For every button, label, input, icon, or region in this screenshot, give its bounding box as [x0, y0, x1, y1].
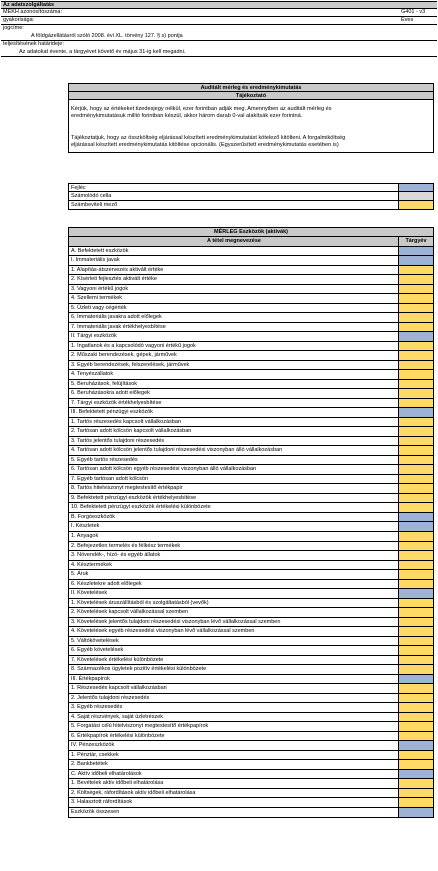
table-row: [69, 370, 433, 380]
value-header-cell: [398, 256, 433, 265]
mekh-value: G401 - v3: [401, 9, 426, 15]
table-row: [69, 294, 433, 304]
row-label: 5. Forgatási célú hitelviszonyt megtestesítő értékpapírok: [71, 723, 209, 730]
legend-label: Fejléc: [71, 185, 86, 191]
value-input-cell[interactable]: [398, 361, 433, 370]
table-row: [69, 465, 433, 475]
table-row: [69, 513, 433, 523]
table-row: [69, 561, 433, 571]
legend-swatch-gray: [398, 192, 433, 200]
row-label: 3. Egyéb részesedés: [71, 704, 123, 711]
frequency-label: gyakorisága:: [3, 17, 35, 23]
table-row: [69, 703, 433, 713]
row-label: 2. Követelések kapcsolt vállalkozással szemben: [71, 609, 189, 616]
value-header-cell: [398, 513, 433, 522]
info-paragraph-2: [69, 135, 433, 150]
info-p1-line1: Kérjük, hogy az értékeket tizedesjegy nélkül, ezer forintban adják meg. Amennyiben az auditált mérleg és: [71, 106, 332, 112]
row-label: I. Készletek: [71, 523, 100, 530]
table-row: [69, 580, 433, 590]
value-input-cell[interactable]: [398, 380, 433, 389]
table-row: [69, 589, 433, 599]
row-label: 2. Költségek, ráfordítások aktív időbeli elhatárolása: [71, 789, 196, 796]
info-subtitle: Tájékoztató: [69, 92, 433, 100]
value-input-cell[interactable]: [398, 798, 433, 807]
row-label: Eszközök összesen: [71, 808, 120, 815]
value-input-cell[interactable]: [398, 703, 433, 712]
value-input-cell[interactable]: [398, 446, 433, 455]
row-label: 1. Részesedés kapcsolt vállalkozásban: [71, 685, 167, 692]
row-label: 4. Szellemi termékek: [71, 295, 123, 302]
value-input-cell[interactable]: [398, 713, 433, 722]
legal-basis-label: jogcíme:: [3, 25, 24, 31]
value-header-cell: [398, 675, 433, 684]
value-input-cell[interactable]: [398, 304, 433, 313]
row-label: 3. Növendék-, hízó- és egyéb állatok: [71, 552, 161, 559]
table-row: [69, 542, 433, 552]
table-header-row: [69, 237, 433, 247]
value-input-cell[interactable]: [398, 437, 433, 446]
table-row: [69, 551, 433, 561]
value-header-cell: [398, 332, 433, 341]
deadline-label-row: [1, 41, 437, 49]
value-input-cell[interactable]: [398, 760, 433, 769]
value-input-cell[interactable]: [398, 580, 433, 589]
table-row: [69, 332, 433, 342]
row-label: 1. Bevételek aktív időbeli elhatárolása: [71, 780, 164, 787]
value-input-cell[interactable]: [398, 475, 433, 484]
value-header-cell: [398, 247, 433, 256]
info-p1-line2: eredménykimutatásuk millió forintban készül, akkor három darab 0-val alakítsák ezer forintná.: [71, 113, 303, 120]
row-label: 4. Tartósan adott kölcsön jelentős tulajdoni részesedési viszonyban álló vállalkozásban: [71, 447, 283, 454]
table-row: [69, 389, 433, 399]
row-label: 2. Befejezetlen termelés és félkész termékek: [71, 542, 181, 549]
table-body: [69, 247, 433, 818]
value-input-cell[interactable]: [398, 275, 433, 284]
row-label: 7. Tárgyi eszközök értékhelyesbítése: [71, 399, 162, 406]
value-input-cell[interactable]: [398, 294, 433, 303]
table-row: [69, 503, 433, 513]
table-row: [69, 798, 433, 808]
table-row: [69, 637, 433, 647]
table-row: [69, 665, 433, 675]
table-row: [69, 684, 433, 694]
row-label: 3. Egyéb berendezések, felszerelések, járművek: [71, 361, 190, 368]
row-label: 1. Tartós részesedés kapcsolt vállalkozásban: [71, 418, 181, 425]
value-input-cell[interactable]: [398, 561, 433, 570]
row-label: 8. Származékos ügyletek pozitív értékelési különbözete: [71, 666, 207, 673]
info-p2-line1: Tájékoztatjuk, hogy az összköltség eljárással készített eredménykimutatást kötelező kitölteni. A forgalmiköltség: [71, 134, 346, 141]
value-input-cell[interactable]: [398, 484, 433, 493]
info-paragraph-1: [69, 106, 433, 121]
table-row: [69, 285, 433, 295]
value-input-cell[interactable]: [398, 570, 433, 579]
value-input-cell[interactable]: [398, 532, 433, 541]
table-row: [69, 427, 433, 437]
value-input-cell[interactable]: [398, 789, 433, 798]
legend-label: Számbeviteli mező: [71, 202, 118, 208]
column-header-name: A tétel megnevezése: [207, 238, 261, 244]
row-label: 3. Követelések jelentős tulajdoni részesedési viszonyban lévő vállalkozással szemben: [71, 618, 281, 625]
row-label: 1. Pénztár, csekkek: [71, 751, 119, 758]
table-row: [69, 418, 433, 428]
table-row: [69, 656, 433, 666]
value-input-cell[interactable]: [398, 637, 433, 646]
value-input-cell[interactable]: [398, 751, 433, 760]
section-title-row: [1, 1, 437, 9]
row-label: 2. Bankbetétek: [71, 761, 108, 768]
value-input-cell[interactable]: [398, 732, 433, 741]
info-p2-line2: eljárással készített eredménykimutatás kitöltése opcionális. (Egyszerűsített eredménykimutatás esetében is): [71, 142, 339, 149]
table-row: [69, 770, 433, 780]
mekh-row: [1, 9, 437, 17]
row-label: 4. Követelések egyéb részesedési viszonyban lévő vállalkozással szemben: [71, 628, 255, 635]
row-label: 4. Tenyészállatok: [71, 371, 114, 378]
value-input-cell[interactable]: [398, 646, 433, 655]
row-label: 7. Immateriális javak értékhelyesbítése: [71, 323, 166, 330]
legal-basis-value-row: [1, 33, 437, 41]
value-input-cell[interactable]: [398, 608, 433, 617]
table-row: [69, 313, 433, 323]
legend-row-input: [68, 201, 434, 210]
column-header-year: Tárgyév: [398, 237, 433, 246]
row-label: 6. Immateriális javakra adott előlegek: [71, 314, 162, 321]
row-label: 3. Halasztott ráfordítások: [71, 799, 133, 806]
table-row: [69, 675, 433, 685]
table-row: [69, 408, 433, 418]
row-label: II. Követelések: [71, 590, 108, 597]
value-input-cell[interactable]: [398, 656, 433, 665]
legend-row-header: [68, 183, 434, 192]
table-row: [69, 446, 433, 456]
table-row: [69, 760, 433, 770]
value-input-cell[interactable]: [398, 627, 433, 636]
row-label: 9. Befektetett pénzügyi eszközök értékhelyesbítése: [71, 494, 197, 501]
value-input-cell[interactable]: [398, 551, 433, 560]
balance-sheet-table: [68, 227, 434, 818]
table-row: [69, 751, 433, 761]
legal-basis-label-row: [1, 25, 437, 33]
table-row: [69, 570, 433, 580]
table-row: [69, 484, 433, 494]
table-row: [69, 522, 433, 532]
frequency-value: Éves: [401, 17, 414, 23]
row-label: 6. Tartósan adott kölcsön egyéb részesedési viszonyban álló vállalkozásban: [71, 466, 257, 473]
row-label: 5. Egyéb tartós részesedés: [71, 456, 138, 463]
value-input-cell[interactable]: [398, 665, 433, 674]
row-label: 10. Befektetett pénzügyi eszközök értékelési különbözete: [71, 504, 211, 511]
value-input-cell[interactable]: [398, 399, 433, 408]
value-header-cell: [398, 770, 433, 779]
row-label: III. Értékpapírok: [71, 675, 110, 682]
value-input-cell[interactable]: [398, 722, 433, 731]
row-label: 5. Üzleti vagy cégérték: [71, 304, 127, 311]
mekh-label: MEKH azonosítószáma:: [3, 9, 62, 15]
table-row: [69, 380, 433, 390]
value-input-cell[interactable]: [398, 618, 433, 627]
table-row: [69, 713, 433, 723]
table-row: [69, 722, 433, 732]
legend-swatch-yellow: [398, 201, 433, 209]
value-input-cell[interactable]: [398, 494, 433, 503]
value-input-cell[interactable]: [398, 542, 433, 551]
row-label: II. Tárgyi eszközök: [71, 333, 117, 340]
value-input-cell[interactable]: [398, 465, 433, 474]
table-row: [69, 247, 433, 257]
table-row: [69, 627, 433, 637]
deadline-value-row: [1, 49, 437, 57]
row-label: 5. Beruházások, felújítások: [71, 380, 138, 387]
table-title: MÉRLEG Eszközök (aktívák): [69, 228, 433, 237]
table-row: [69, 304, 433, 314]
row-label: 3. Vagyoni értékű jogok: [71, 285, 129, 292]
row-label: 2. Kísérleti fejlesztés aktivált értéke: [71, 276, 157, 283]
row-label: 1. Anyagok: [71, 532, 99, 539]
row-label: 4. Saját részvények, saját üzletrészek: [71, 713, 164, 720]
row-label: 6. Értékpapírok értékelési különbözete: [71, 732, 165, 739]
table-row: [69, 808, 433, 818]
table-row: [69, 437, 433, 447]
table-row: [69, 599, 433, 609]
value-input-cell[interactable]: [398, 503, 433, 512]
table-row: [69, 741, 433, 751]
value-input-cell[interactable]: [398, 370, 433, 379]
row-label: 1. Ingatlanok és a kapcsolódó vagyoni értékű jogok: [71, 342, 196, 349]
legal-basis-value: A földgázellátásról szóló 2008. évi XL. törvény 127. § s) pontja: [31, 33, 183, 39]
table-row: [69, 732, 433, 742]
row-label: 6. Beruházásokra adott előlegek: [71, 390, 150, 397]
table-row: [69, 342, 433, 352]
table-row: [69, 256, 433, 266]
row-label: 7. Követelések értékelési különbözete: [71, 656, 164, 663]
table-row: [69, 494, 433, 504]
row-label: 7. Egyéb tartósan adott kölcsön: [71, 475, 149, 482]
header-block: [1, 1, 437, 57]
table-row: [69, 618, 433, 628]
row-label: 5. Váltókövetelések: [71, 637, 119, 644]
row-label: A. Befektetett eszközök: [71, 247, 129, 254]
value-input-cell[interactable]: [398, 427, 433, 436]
section-title: Az adatszolgáltatás: [3, 2, 55, 8]
row-label: B. Forgóeszközök: [71, 513, 116, 520]
legend-label: Számolódó cella: [71, 193, 112, 199]
info-box: [68, 83, 434, 153]
value-input-cell[interactable]: [398, 694, 433, 703]
table-row: [69, 399, 433, 409]
value-input-cell[interactable]: [398, 313, 433, 322]
table-row: [69, 275, 433, 285]
row-label: I. Immateriális javak: [71, 257, 120, 264]
table-row: [69, 789, 433, 799]
row-label: IV. Pénzeszközök: [71, 742, 115, 749]
table-row: [69, 532, 433, 542]
value-input-cell[interactable]: [398, 285, 433, 294]
value-header-cell: [398, 741, 433, 750]
value-input-cell[interactable]: [398, 418, 433, 427]
row-label: 1. Követelések áruszállításból és szolgáltatásból (vevők): [71, 599, 209, 606]
table-row: [69, 646, 433, 656]
table-row: [69, 779, 433, 789]
table-row: [69, 361, 433, 371]
value-input-cell[interactable]: [398, 351, 433, 360]
table-row: [69, 694, 433, 704]
table-row: [69, 475, 433, 485]
legend-swatch-blue: [398, 184, 433, 191]
table-row: [69, 608, 433, 618]
value-input-cell[interactable]: [398, 684, 433, 693]
row-label: III. Befektetett pénzügyi eszközök: [71, 409, 153, 416]
table-row: [69, 351, 433, 361]
value-header-cell: [398, 408, 433, 417]
table-row: [69, 456, 433, 466]
row-label: 6. Készletekre adott előlegek: [71, 580, 142, 587]
row-label: 2. Műszaki berendezések, gépek, járművek: [71, 352, 177, 359]
table-row: [69, 266, 433, 276]
row-label: 3. Tartós jelentős tulajdoni részesedés: [71, 437, 165, 444]
value-input-cell[interactable]: [398, 599, 433, 608]
row-label: C. Aktív időbeli elhatárolások: [71, 770, 142, 777]
deadline-label: teljesítésének határideje:: [3, 41, 64, 47]
table-row: [69, 323, 433, 333]
row-label: 8. Tartós hitelviszonyt megtestesítő értékpapír: [71, 485, 183, 492]
frequency-row: [1, 17, 437, 25]
legend: [68, 183, 434, 210]
row-label: 1. Alapítás-átszervezés aktivált értéke: [71, 266, 164, 273]
value-header-cell: [398, 522, 433, 531]
info-title: Auditált mérleg és eredménykimutatás: [69, 84, 433, 92]
row-label: 2. Tartósan adott kölcsön kapcsolt vállalkozásban: [71, 428, 192, 435]
value-input-cell[interactable]: [398, 266, 433, 275]
row-label: 6. Egyéb követelések: [71, 647, 124, 654]
value-input-cell[interactable]: [398, 389, 433, 398]
row-label: 4. Késztermékek: [71, 561, 112, 568]
row-label: 2. Jelentős tulajdoni részesedés: [71, 694, 150, 701]
value-input-cell[interactable]: [398, 779, 433, 788]
value-input-cell[interactable]: [398, 323, 433, 332]
value-input-cell[interactable]: [398, 456, 433, 465]
legend-row-calculated: [68, 192, 434, 201]
deadline-value: Az adatokat évente, a tárgyévet követő év május 31-ig kell megadni.: [19, 49, 186, 55]
value-input-cell[interactable]: [398, 342, 433, 351]
value-header-cell: [398, 808, 433, 818]
row-label: 5. Áruk: [71, 571, 89, 578]
value-header-cell: [398, 589, 433, 598]
